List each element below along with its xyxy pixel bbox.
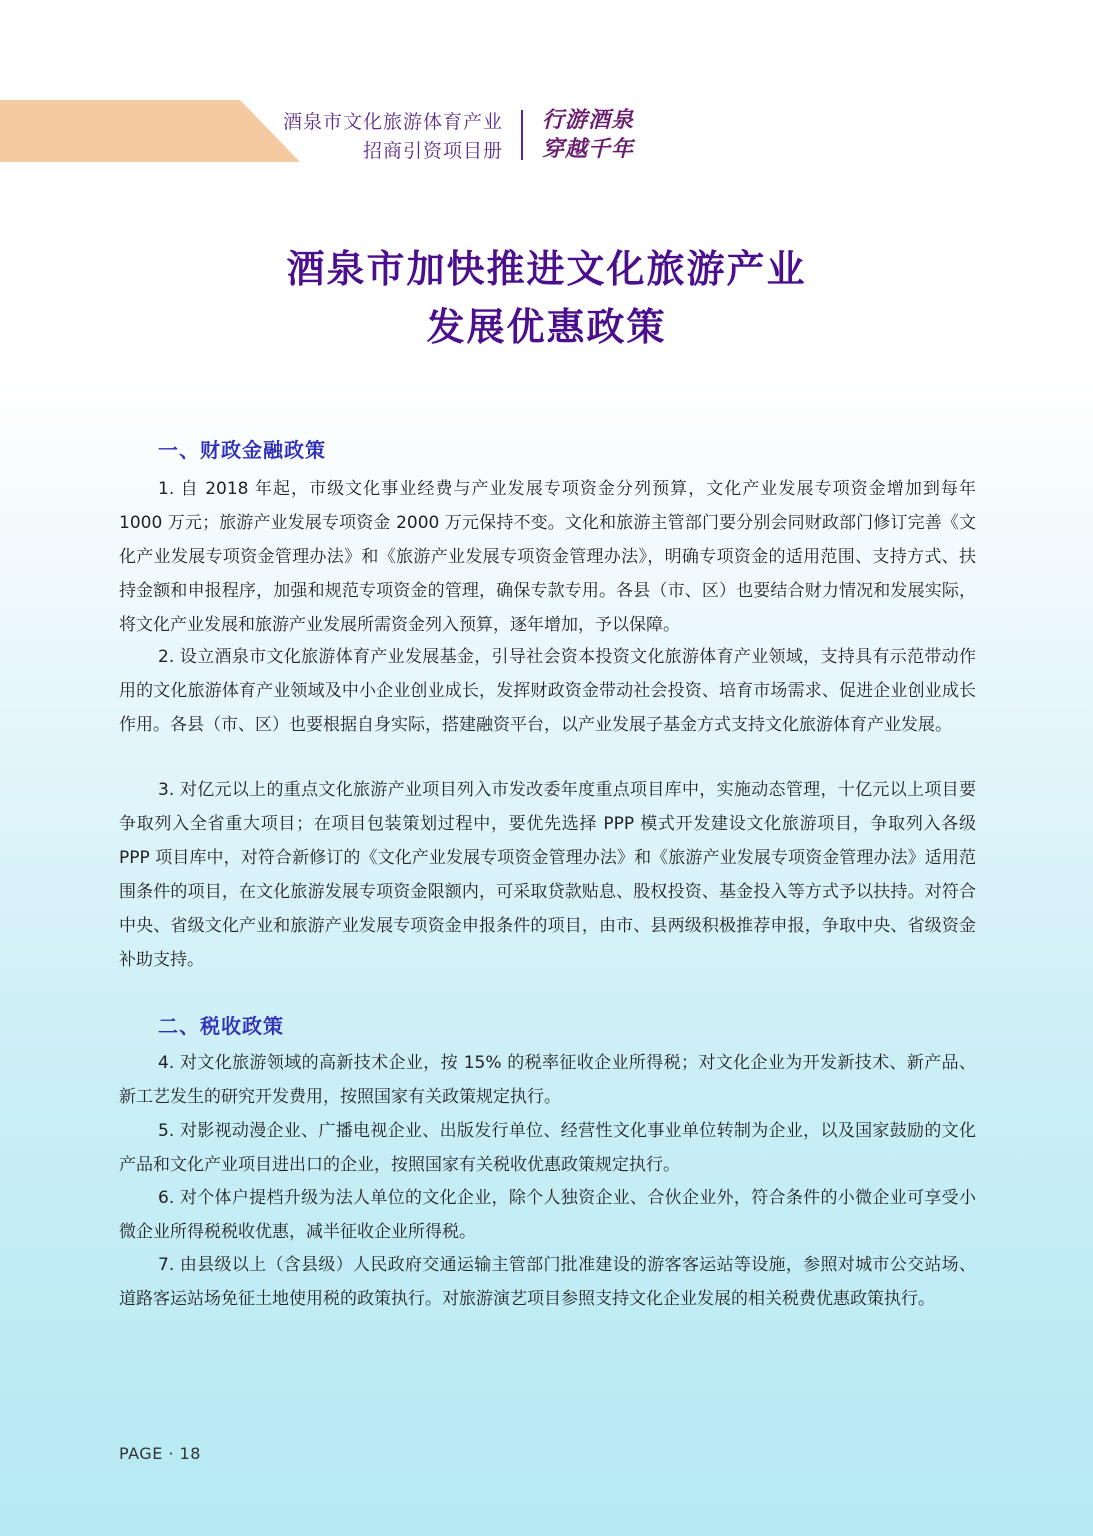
header-divider	[521, 110, 523, 160]
page-title	[0, 240, 1093, 356]
paragraph-2: 2. 设立酒泉市文化旅游体育产业发展基金，引导社会资本投资文化旅游体育产业领域，支持具有示范带动作用的文化旅游体育产业领域及中小企业创业成长，发挥财政资金带动社会投资、培育市场需求、促进企业创业成长作用。各县（市、区）也要根据自身实际，搭建融资平台，以产业发展子基金方式支持文化旅游体育产业发展。	[119, 647, 976, 735]
paragraph-1: 1. 自 2018 年起，市级文化事业经费与产业发展专项资金分列预算，文化产业发展专项资金增加到每年 1000 万元；旅游产业发展专项资金 2000 万元保持不变。文化和旅游主管部门要分别会同财政部门修订完善《文化产业发展专项资金管理办法》和《旅游产业发展专项资金管理办法》，明确专项资金的适用范围、支持方式、扶持金额和申报程序，加强和规范专项资金的管理，确保专款专用。各县（市、区）也要结合财力情况和发展实际，将文化产业发展和旅游产业发展所需资金列入预算，逐年增加，予以保障。	[119, 479, 976, 635]
header-line-1: 酒泉市文化旅游体育产业	[282, 111, 503, 133]
paragraph-7: 7. 由县级以上（含县级）人民政府交通运输主管部门批准建设的游客客运站等设施，参照对城市公交站场、道路客运站场免征土地使用税的政策执行。对旅游演艺项目参照支持文化企业发展的相关税费优惠政策执行。	[119, 1255, 976, 1309]
paragraph-3: 3. 对亿元以上的重点文化旅游产业项目列入市发改委年度重点项目库中，实施动态管理，十亿元以上项目要争取列入全省重大项目；在项目包装策划过程中，要优先选择 PPP 模式开发建设文化旅游项目，争取列入各级 PPP 项目库中，对符合新修订的《文化产业发展专项资金管理办法》和《旅游产业发展专项资金管理办法》适用范围条件的项目，在文化旅游发展专项资金限额内，可采取贷款贴息、股权投资、基金投入等方式予以扶持。对符合中央、省级文化产业和旅游产业发展专项资金申报条件的项目，由市、县两级积极推荐申报，争取中央、省级资金补助支持。	[119, 780, 976, 970]
page-number: PAGE · 18	[119, 1444, 201, 1463]
header-publication-title	[283, 108, 503, 166]
header-line-2: 招商引资项目册	[362, 140, 503, 162]
paragraph-4: 4. 对文化旅游领域的高新技术企业，按 15% 的税率征收企业所得税；对文化企业为开发新技术、新产品、新工艺发生的研究开发费用，按照国家有关政策规定执行。	[119, 1053, 976, 1107]
paragraph-5: 5. 对影视动漫企业、广播电视企业、出版发行单位、经营性文化事业单位转制为企业，以及国家鼓励的文化产品和文化产业项目进出口的企业，按照国家有关税收优惠政策规定执行。	[119, 1121, 976, 1175]
header-slogan	[542, 106, 634, 164]
slogan-line-2: 穿越千年	[542, 136, 635, 162]
title-line-2: 发展优惠政策	[426, 305, 667, 349]
section-heading-finance: 一、财政金融政策	[158, 438, 326, 462]
section-heading-tax: 二、税收政策	[158, 1014, 284, 1038]
header-decor-band	[0, 100, 300, 162]
title-line-1: 酒泉市加快推进文化旅游产业	[286, 247, 807, 291]
slogan-line-1: 行游酒泉	[542, 107, 635, 133]
paragraph-6: 6. 对个体户提档升级为法人单位的文化企业，除个人独资企业、合伙企业外，符合条件的小微企业可享受小微企业所得税税收优惠，减半征收企业所得税。	[119, 1188, 976, 1242]
